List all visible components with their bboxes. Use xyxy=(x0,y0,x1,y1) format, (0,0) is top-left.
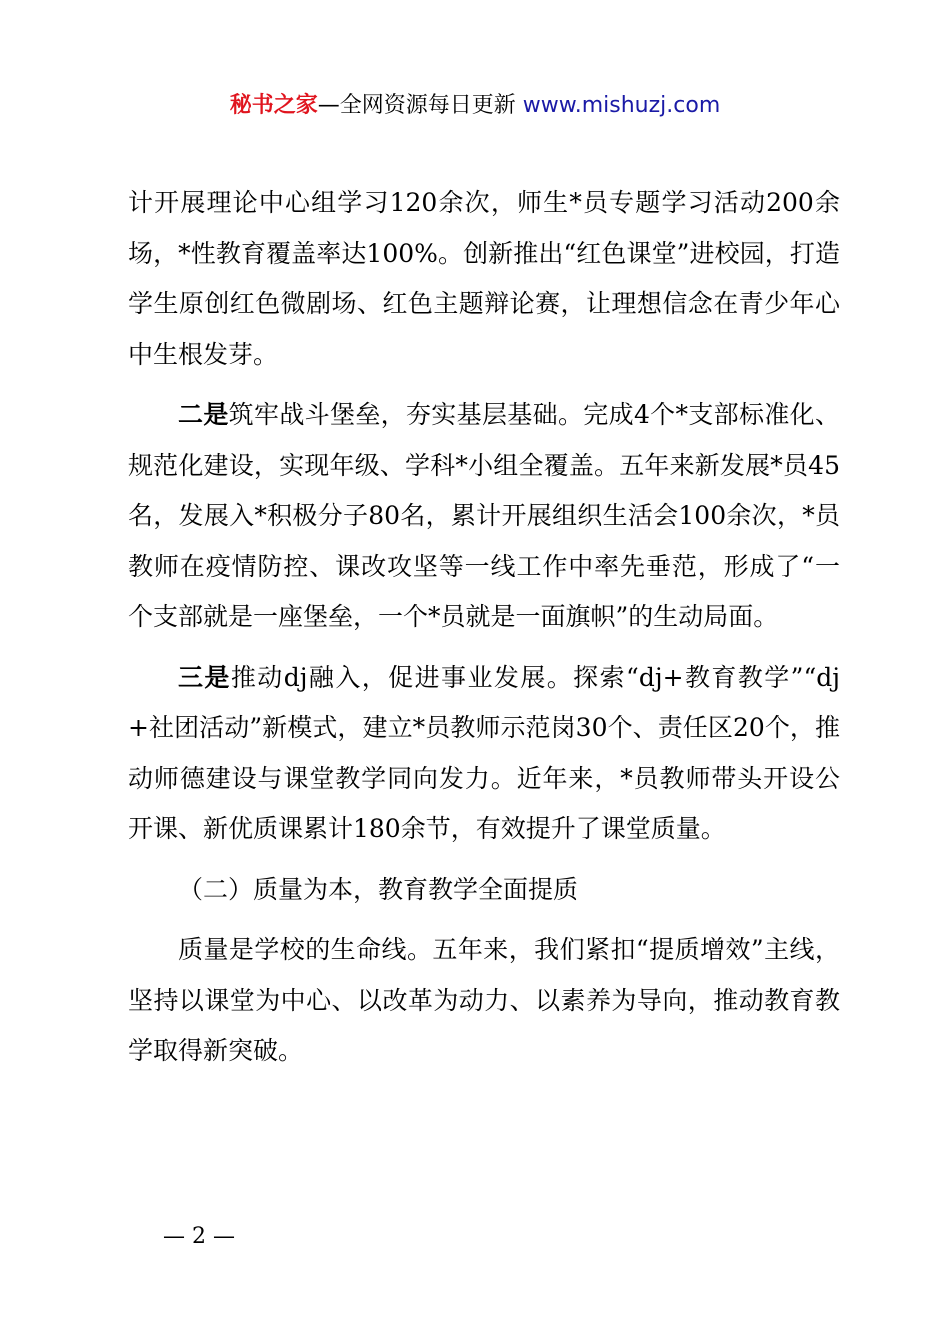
paragraph-lead: 二是 xyxy=(178,400,229,429)
paragraph-continued xyxy=(128,178,840,380)
section-heading-text: （二）质量为本，教育教学全面提质 xyxy=(178,874,579,904)
paragraph-lead: 三是 xyxy=(178,662,231,692)
site-header xyxy=(0,90,950,122)
page-number: — 2 — xyxy=(163,1224,235,1249)
section-heading xyxy=(128,865,840,916)
brand-name: 秘书之家 xyxy=(229,93,318,118)
paragraph-quality xyxy=(128,925,840,1077)
paragraph-text: 筑牢战斗堡垒，夯实基层基础。完成4个*支部标准化、规范化建设，实现年级、学科*小组全覆盖。五年来新发展*员45名，发展入*积极分子80名，累计开展组织生活会100余次，*员教师在疫情防控、课改攻坚等一线工作中率先垂范，形成了“一个支部就是一座堡垒，一个*员就是一面旗帜”的生动局面。 xyxy=(128,400,840,631)
site-url[interactable]: www.mishuzj.com xyxy=(522,93,721,118)
paragraph-point-two xyxy=(128,390,840,643)
paragraph-text: 质量是学校的生命线。五年来，我们紧扣“提质增效”主线，坚持以课堂为中心、以改革为动力、以素养为导向，推动教育教学取得新突破。 xyxy=(128,935,840,1065)
document-body xyxy=(128,178,840,1077)
header-tagline: —全网资源每日更新 xyxy=(317,93,516,118)
paragraph-text: 计开展理论中心组学习120余次，师生*员专题学习活动200余场，*性教育覆盖率达100%。创新推出“红色课堂”进校园，打造学生原创红色微剧场、红色主题辩论赛，让理想信念在青少年心中生根发芽。 xyxy=(128,188,840,369)
paragraph-point-three xyxy=(128,653,840,855)
paragraph-text: 推动dj融入，促进事业发展。探索“dj+教育教学”“dj+社团活动”新模式，建立*员教师示范岗30个、责任区20个，推动师德建设与课堂教学同向发力。近年来，*员教师带头开设公开课、新优质课累计180余节，有效提升了课堂质量。 xyxy=(128,662,840,843)
